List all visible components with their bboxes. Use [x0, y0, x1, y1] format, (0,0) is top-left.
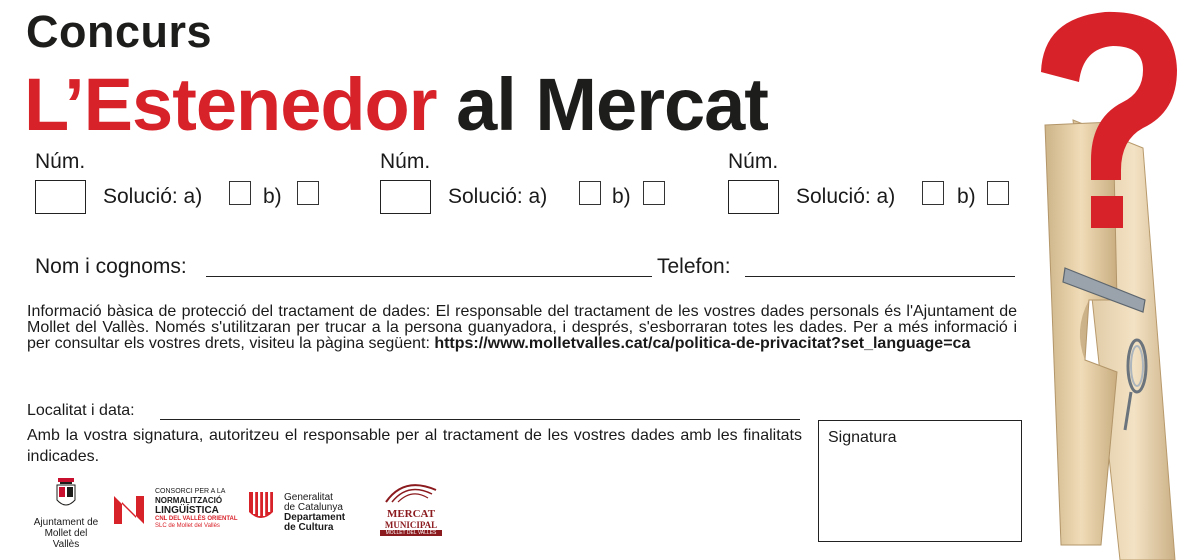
generalitat-line2: de Catalunya: [284, 502, 343, 513]
option-b-checkbox[interactable]: [643, 181, 665, 205]
consorci-line3: LINGÜÍSTICA: [155, 505, 219, 516]
option-b-checkbox[interactable]: [297, 181, 319, 205]
contest-title: [24, 62, 768, 147]
location-date-field[interactable]: [160, 419, 800, 420]
entry-block-2: [380, 150, 690, 220]
name-field[interactable]: [206, 276, 652, 277]
consent-text: Amb la vostra signatura, autoritzeu el responsable per al tractament de les vostres dades amb les finalitats indicades.: [27, 427, 802, 465]
title-red-part: L’Estenedor: [24, 63, 437, 146]
solution-label: Solució: a): [103, 185, 203, 208]
solution-label: Solució: a): [796, 185, 896, 208]
option-b-checkbox[interactable]: [987, 181, 1009, 205]
consorci-line2: NORMALITZACIÓ: [155, 496, 223, 505]
consorci-line1: CONSORCI PER A LA: [155, 488, 226, 495]
clothespin-illustration: [1025, 0, 1190, 560]
generalitat-line1: Generalitat: [284, 492, 333, 503]
number-field[interactable]: [380, 180, 431, 214]
generalitat-line3: Departament: [284, 512, 346, 523]
consorci-line5: SLC de Mollet del Vallès: [155, 523, 220, 529]
ajuntament-name-line2: Mollet del Vallès: [44, 528, 88, 550]
mercat-line1: MERCAT: [386, 508, 436, 520]
mercat-line3: MOLLET DEL VALLÈS: [380, 530, 442, 536]
cnl-n-icon: [112, 492, 152, 526]
number-label: Núm.: [728, 150, 779, 173]
option-a-checkbox[interactable]: [579, 181, 601, 205]
entry-block-1: [35, 150, 345, 220]
option-a-checkbox[interactable]: [229, 181, 251, 205]
option-a-checkbox[interactable]: [922, 181, 944, 205]
mercat-arch-icon: [382, 478, 440, 504]
signature-label: Signatura: [828, 429, 897, 446]
generalitat-line4: de Cultura: [284, 522, 334, 533]
consorci-logo: [112, 488, 237, 538]
generalitat-logo: [248, 490, 358, 540]
title-black-part: al Mercat: [456, 63, 768, 146]
ajuntament-logo: [30, 478, 102, 556]
solution-label: Solució: a): [448, 185, 548, 208]
option-b-label: b): [612, 185, 631, 208]
number-field[interactable]: [35, 180, 86, 214]
signature-box[interactable]: [818, 420, 1022, 542]
name-label: Nom i cognoms:: [35, 255, 187, 278]
mercat-line2: MUNICIPAL: [384, 520, 438, 530]
ajuntament-name-line1: Ajuntament de: [33, 517, 99, 528]
privacy-url: https://www.molletvalles.cat/ca/politica-de-privacitat?set_language=ca: [434, 335, 971, 352]
location-date-label: Localitat i data:: [27, 402, 135, 419]
consorci-line4: CNL DEL VALLÈS ORIENTAL: [155, 516, 238, 522]
privacy-notice: [27, 304, 1017, 352]
number-label: Núm.: [35, 150, 86, 173]
number-field[interactable]: [728, 180, 779, 214]
senyera-icon: [248, 490, 274, 524]
entry-block-3: [728, 150, 1038, 220]
option-b-label: b): [263, 185, 282, 208]
option-b-label: b): [957, 185, 976, 208]
coat-of-arms-icon: [55, 478, 77, 512]
number-label: Núm.: [380, 150, 431, 173]
phone-label: Telefon:: [657, 255, 731, 278]
mercat-logo: [380, 478, 442, 542]
contest-label: Concurs: [26, 6, 213, 57]
phone-field[interactable]: [745, 276, 1015, 277]
privacy-text: Informació bàsica de protecció del tractament de dades: El responsable del tractament de les vostres dades personals és l'Ajuntament de Mollet del Vallès. Només s'utilitzaran per trucar a la persona guanyadora, i després, s'esborraran totes les dades. Per a més informació i per consultar els vostres drets, visiteu la pàgina següent:: [27, 303, 1017, 352]
